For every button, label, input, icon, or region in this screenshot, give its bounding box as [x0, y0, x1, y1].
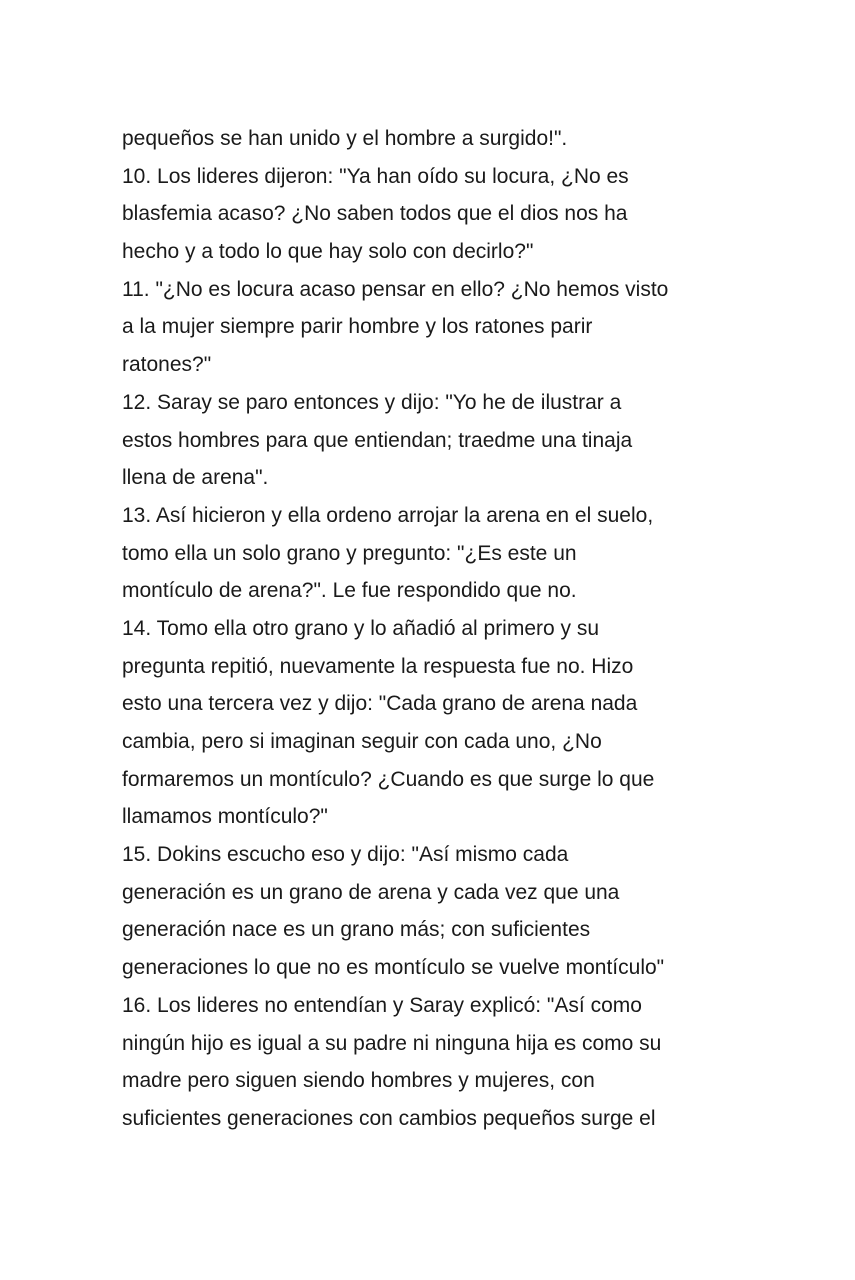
text-line-10: llena de arena".: [122, 466, 269, 490]
text-line-20: 15. Dokins escucho eso y dijo: "Así mismo cada: [122, 843, 569, 867]
text-line-7: ratones?": [122, 353, 212, 377]
text-line-24: 16. Los lideres no entendían y Saray explicó: "Así como: [122, 993, 642, 1017]
text-line-1: pequeños se han unido y el hombre a surgido!".: [122, 127, 568, 150]
text-line-15: pregunta repitió, nuevamente la respuesta fue no. Hizo: [122, 654, 634, 678]
text-line-18: formaremos un montículo? ¿Cuando es que surge lo que: [122, 767, 655, 791]
text-line-3: blasfemia acaso? ¿No saben todos que el dios nos ha: [122, 202, 628, 226]
text-line-8: 12. Saray se paro entonces y dijo: "Yo he de ilustrar a: [122, 390, 622, 414]
text-line-16: esto una tercera vez y dijo: "Cada grano de arena nada: [122, 692, 638, 716]
text-line-13: montículo de arena?". Le fue respondido que no.: [122, 579, 577, 603]
text-line-14: 14. Tomo ella otro grano y lo añadió al primero y su: [122, 616, 600, 640]
text-line-23: generaciones lo que no es montículo se vuelve montículo": [122, 956, 665, 980]
text-line-2: 10. Los lideres dijeron: "Ya han oído su locura, ¿No es: [122, 164, 629, 188]
text-line-17: cambia, pero si imaginan seguir con cada uno, ¿No: [122, 730, 602, 753]
body-text: [122, 120, 747, 1138]
text-line-12: tomo ella un solo grano y pregunto: "¿Es este un: [122, 541, 577, 565]
text-line-4: hecho y a todo lo que hay solo con decirlo?": [122, 240, 534, 264]
text-line-27: suficientes generaciones con cambios pequeños surge el: [122, 1106, 656, 1130]
text-line-6: a la mujer siempre parir hombre y los ratones parir: [122, 315, 593, 339]
text-line-26: madre pero siguen siendo hombres y mujeres, con: [122, 1069, 595, 1093]
text-line-5: 11. "¿No es locura acaso pensar en ello? ¿No hemos visto: [122, 277, 669, 301]
text-line-21: generación es un grano de arena y cada vez que una: [122, 880, 620, 904]
text-line-11: 13. Así hicieron y ella ordeno arrojar la arena en el suelo,: [122, 503, 654, 527]
text-line-25: ningún hijo es igual a su padre ni ninguna hija es como su: [122, 1031, 662, 1055]
text-line-22: generación nace es un grano más; con suficientes: [122, 918, 591, 942]
text-line-9: estos hombres para que entiendan; traedme una tinaja: [122, 428, 633, 452]
text-line-19: llamamos montículo?": [122, 805, 328, 829]
